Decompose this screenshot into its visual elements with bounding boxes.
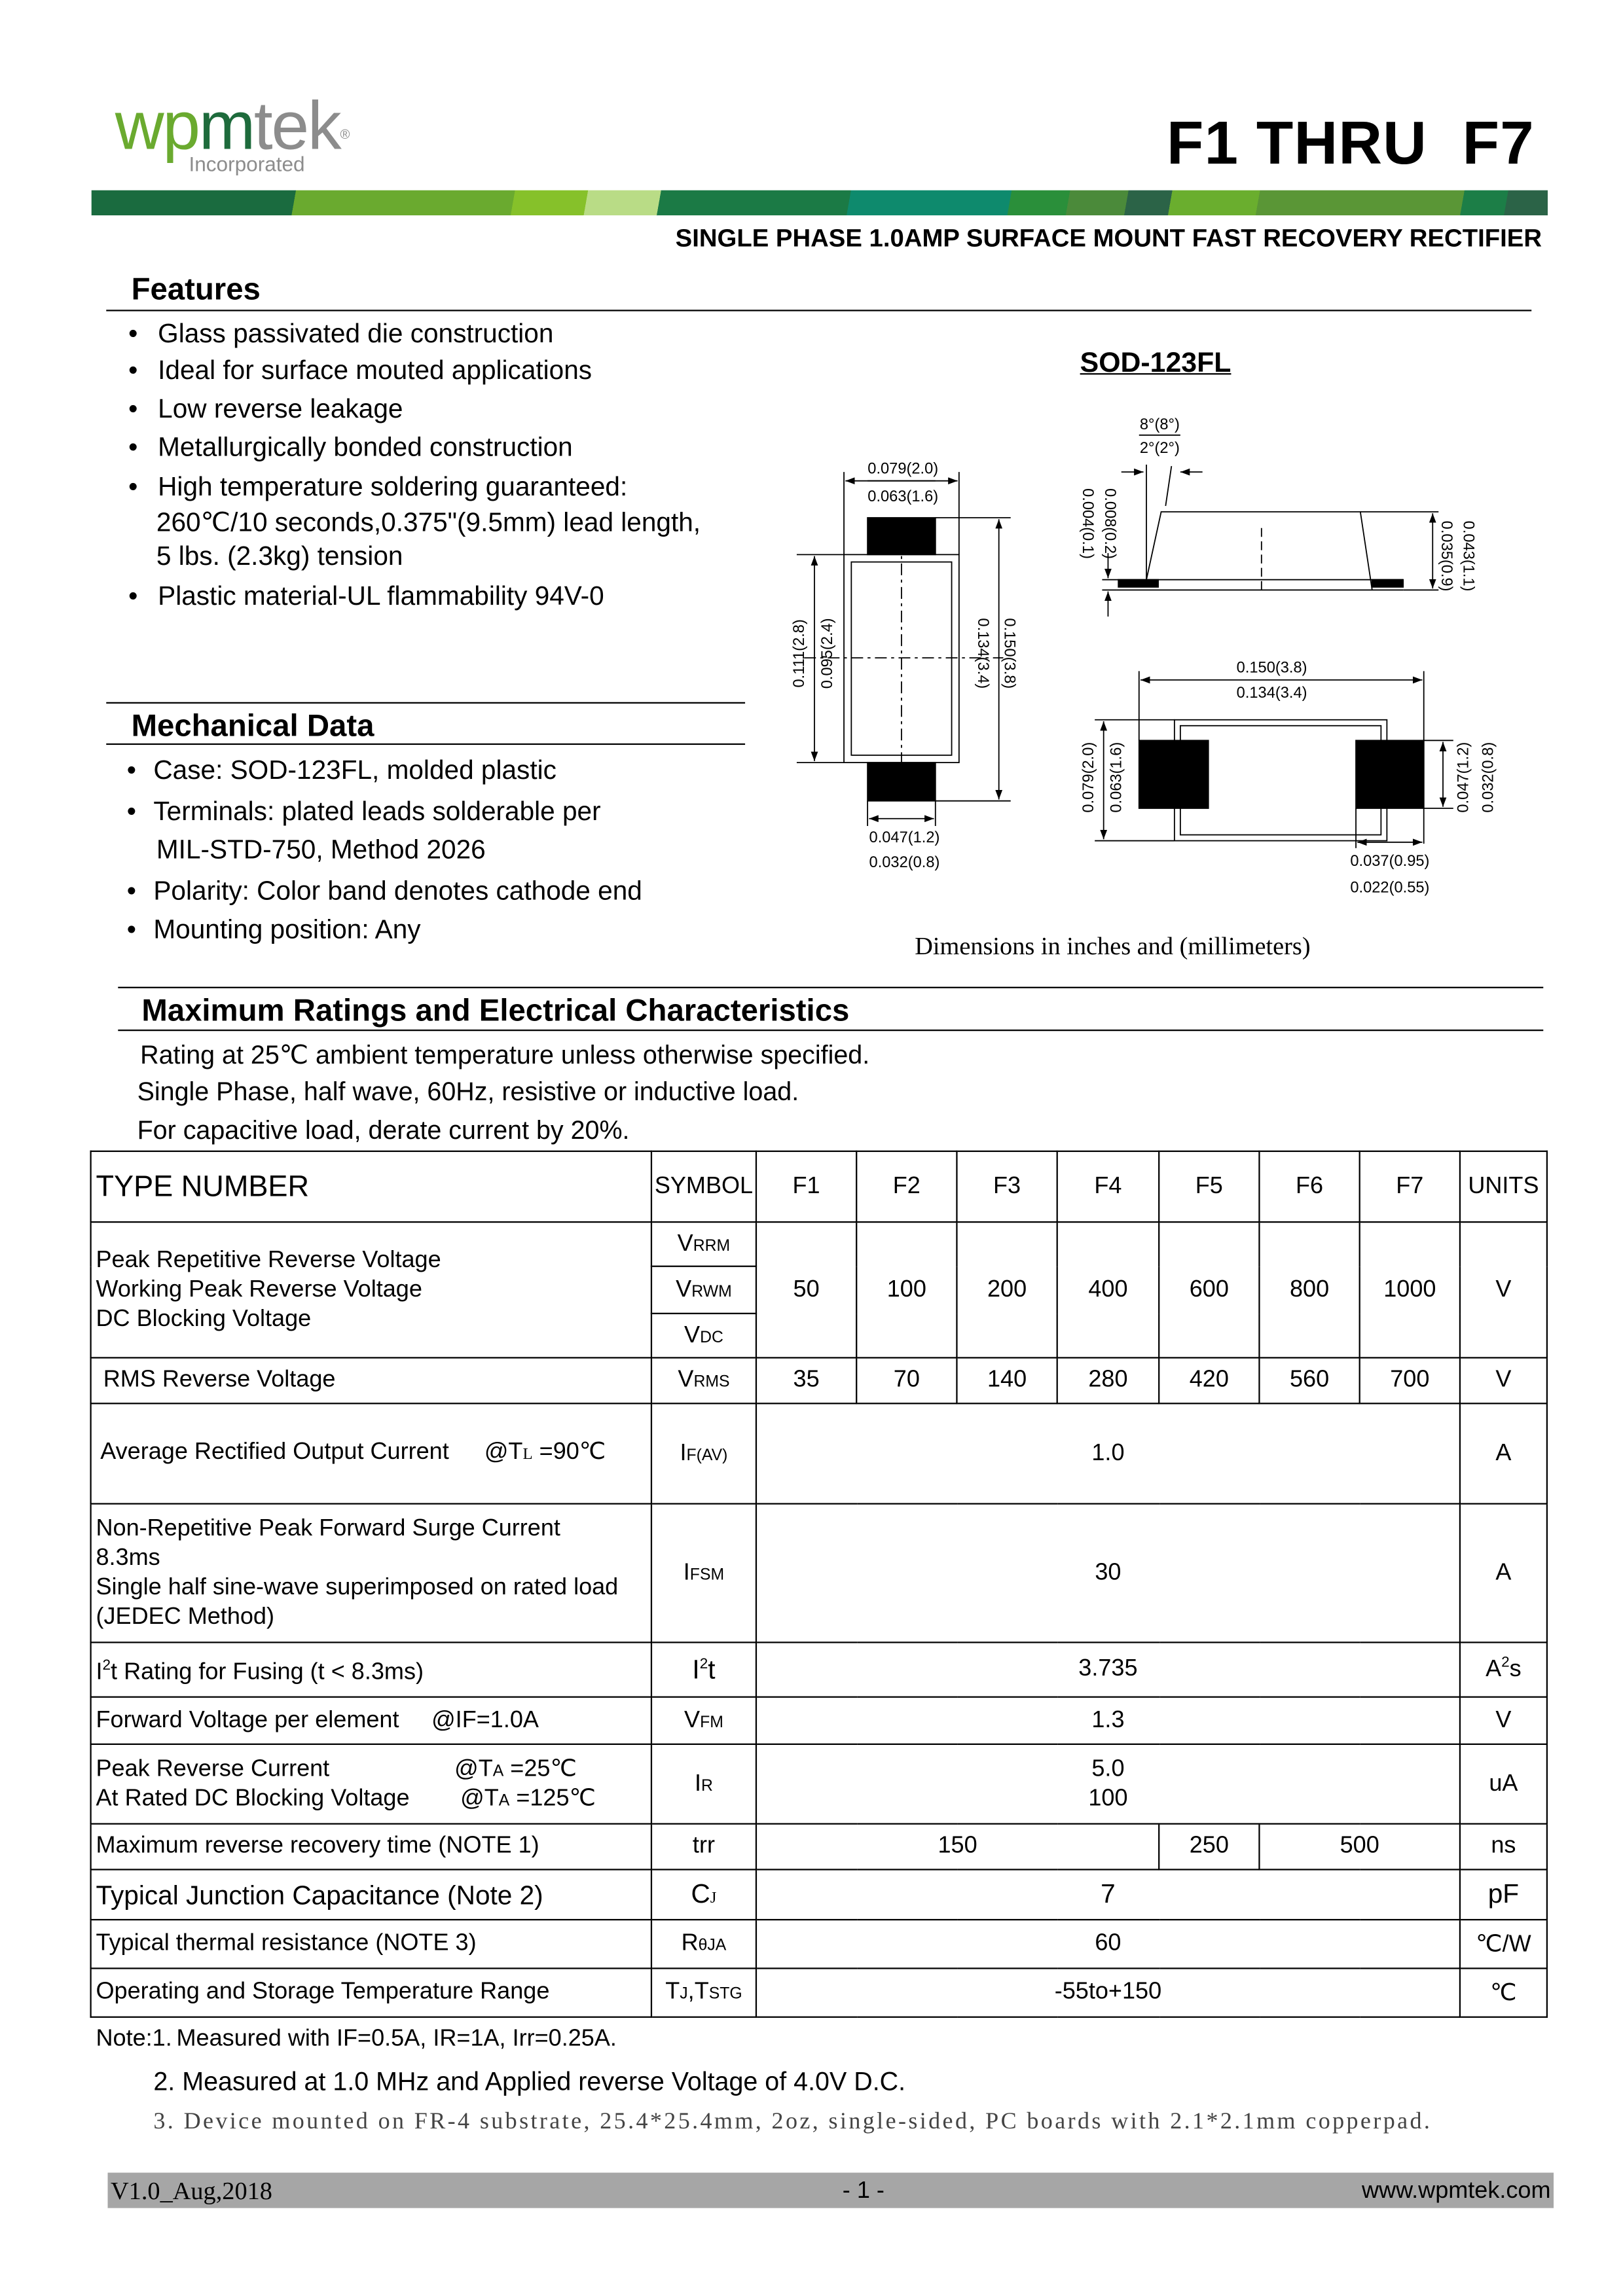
list-item: • Plastic material-UL flammability 94V-0 xyxy=(128,581,604,611)
row-desc: Non-Repetitive Peak Forward Surge Current 8.3ms Single half sine-wave superimposed on rated load (JEDEC Method) xyxy=(91,1504,651,1643)
note-1: Note:1. Measured with IF=0.5A, IR=1A, Irr=0.25A. xyxy=(96,2026,617,2052)
cell-value: 150 xyxy=(756,1824,1159,1870)
cell-value: 35 xyxy=(756,1357,856,1403)
row-symbol: CJ xyxy=(651,1869,756,1920)
cell-value: 30 xyxy=(756,1504,1460,1643)
row-symbol: VDC xyxy=(651,1314,756,1358)
dim-label: 2°(2°) xyxy=(1139,439,1180,457)
row-desc: Typical thermal resistance (NOTE 3) xyxy=(91,1920,651,1968)
cell-value: 50 xyxy=(756,1222,856,1357)
footer-website[interactable]: www.wpmtek.com xyxy=(1362,2178,1551,2204)
row-desc: Average Rectified Output Current @TL =90℃ xyxy=(91,1403,651,1503)
dimensions-note: Dimensions in inches and (millimeters) xyxy=(915,932,1311,961)
dim-label: 8°(8°) xyxy=(1139,416,1180,433)
cell-unit: V xyxy=(1460,1357,1547,1403)
cell-value: 600 xyxy=(1159,1222,1259,1357)
list-item-continuation: MIL-STD-750, Method 2026 xyxy=(156,834,486,865)
cell-unit: ℃ xyxy=(1460,1968,1547,2017)
row-symbol: TJ,TSTG xyxy=(651,1968,756,2017)
ratings-heading: Maximum Ratings and Electrical Characteristics xyxy=(141,994,850,1028)
dim-label: 0.008(0.2) xyxy=(1101,488,1118,559)
list-item: • High temperature soldering guaranteed: xyxy=(128,472,628,502)
cell-value: -55to+150 xyxy=(756,1968,1460,2017)
cell-value: 200 xyxy=(957,1222,1057,1357)
cell-value: 140 xyxy=(957,1357,1057,1403)
header-part: F7 xyxy=(1360,1151,1460,1222)
cell-unit: ℃/W xyxy=(1460,1920,1547,1968)
table-header-row xyxy=(91,1151,1547,1222)
list-item: • Low reverse leakage xyxy=(128,393,403,423)
cell-value: 250 xyxy=(1159,1824,1259,1870)
header-part: F4 xyxy=(1057,1151,1159,1222)
cell-value: 400 xyxy=(1057,1222,1159,1357)
row-desc: Peak Repetitive Reverse Voltage Working Peak Reverse Voltage DC Blocking Voltage xyxy=(91,1222,651,1357)
row-desc: Forward Voltage per element @IF=1.0A xyxy=(91,1697,651,1744)
list-item: • Polarity: Color band denotes cathode end xyxy=(126,876,642,906)
row-desc: $I^2t$ Rating for Fusing (t < 8.3ms) xyxy=(91,1642,651,1696)
dim-label: 0.063(1.6) xyxy=(867,488,939,506)
features-heading: Features xyxy=(131,272,261,307)
cell-value: 5.0 100 xyxy=(756,1744,1460,1824)
table-row xyxy=(91,1824,1547,1870)
list-item: • Mounting position: Any xyxy=(126,914,421,944)
cell-unit: A xyxy=(1460,1504,1547,1643)
dim-label: 0.111(2.8) xyxy=(791,619,809,688)
list-item-continuation: 260℃/10 seconds,0.375"(9.5mm) lead length, xyxy=(156,507,701,537)
footer-page-number: - 1 - xyxy=(842,2178,884,2204)
rating-condition: For capacitive load, derate current by 20%. xyxy=(137,1115,630,1145)
page-title: F1 THRU F7 xyxy=(1167,109,1535,177)
divider xyxy=(118,987,1543,988)
divider xyxy=(118,1030,1543,1031)
cell-value: 1.3 xyxy=(756,1697,1460,1744)
cell-unit: A xyxy=(1460,1403,1547,1503)
header-type-number: TYPE NUMBER xyxy=(91,1151,651,1222)
row-symbol: VRMS xyxy=(651,1357,756,1403)
cell-value: 700 xyxy=(1360,1357,1460,1403)
cell-value: 70 xyxy=(856,1357,957,1403)
table-row xyxy=(91,1222,1547,1266)
logo-subtitle: Incorporated xyxy=(189,152,305,176)
header-symbol: SYMBOL xyxy=(651,1151,756,1222)
header-part: F6 xyxy=(1259,1151,1359,1222)
note-2: 2. Measured at 1.0 MHz and Applied reverse Voltage of 4.0V D.C. xyxy=(153,2066,906,2096)
logo-wp: wp xyxy=(115,86,199,164)
page-subtitle: SINGLE PHASE 1.0AMP SURFACE MOUNT FAST RECOVERY RECTIFIER xyxy=(675,224,1542,253)
header-part: F2 xyxy=(856,1151,957,1222)
table-row xyxy=(91,1869,1547,1920)
note-3: 3. Device mounted on FR-4 substrate, 25.4*25.4mm, 2oz, single-sided, PC boards with 2.1*2.1mm copperpad. xyxy=(153,2109,1432,2134)
row-symbol: VFM xyxy=(651,1697,756,1744)
row-desc: Typical Junction Capacitance (Note 2) xyxy=(91,1869,651,1920)
dim-label: 0.004(0.1) xyxy=(1079,488,1097,559)
dim-label: 0.022(0.55) xyxy=(1350,879,1430,897)
footer-version: V1.0_Aug,2018 xyxy=(111,2177,272,2206)
row-symbol: IFSM xyxy=(651,1504,756,1643)
dim-label: 0.063(1.6) xyxy=(1108,742,1125,813)
cell-value: 560 xyxy=(1259,1357,1359,1403)
row-desc: Operating and Storage Temperature Range xyxy=(91,1968,651,2017)
cell-value: 100 xyxy=(856,1222,957,1357)
dim-label: 0.037(0.95) xyxy=(1350,852,1430,870)
cell-value: 1.0 xyxy=(756,1403,1460,1503)
cell-unit: ns xyxy=(1460,1824,1547,1870)
ratings-table xyxy=(90,1151,1548,2018)
cell-value: 3.735 xyxy=(756,1642,1460,1696)
lead-bottom xyxy=(867,762,936,801)
cell-value: 500 xyxy=(1259,1824,1459,1870)
row-desc: Peak Reverse Current @TA =25℃ At Rated DC Blocking Voltage @TA =125℃ xyxy=(91,1744,651,1824)
footer-bar xyxy=(108,2173,1554,2208)
logo-m: m xyxy=(198,86,254,164)
cell-value: 280 xyxy=(1057,1357,1159,1403)
dim-label: 0.047(1.2) xyxy=(1455,742,1472,813)
header-part: F5 xyxy=(1159,1151,1259,1222)
cell-unit: uA xyxy=(1460,1744,1547,1824)
logo-tek: tek xyxy=(253,86,340,164)
row-symbol: RθJA xyxy=(651,1920,756,1968)
cell-value: 800 xyxy=(1259,1222,1359,1357)
row-symbol: $I^2t$ xyxy=(651,1642,756,1696)
dim-label: 0.032(0.8) xyxy=(869,854,940,872)
dim-label: 0.047(1.2) xyxy=(869,829,940,846)
dim-label: 0.032(0.8) xyxy=(1480,742,1497,813)
row-symbol: VRWM xyxy=(651,1266,756,1314)
cell-unit: pF xyxy=(1460,1869,1547,1920)
list-item: • Case: SOD-123FL, molded plastic xyxy=(126,755,556,785)
cell-unit: $A^2s$ xyxy=(1460,1642,1547,1696)
row-desc: Maximum reverse recovery time (NOTE 1) xyxy=(91,1824,651,1870)
table-row xyxy=(91,1968,1547,2017)
row-symbol: IR xyxy=(651,1744,756,1824)
header-units: UNITS xyxy=(1460,1151,1547,1222)
row-symbol: VRRM xyxy=(651,1222,756,1266)
table-row xyxy=(91,1403,1547,1503)
logo-registered: ® xyxy=(340,126,349,142)
dim-label: 0.079(2.0) xyxy=(1080,742,1097,813)
dim-label: 0.150(3.8) xyxy=(1000,618,1018,689)
cell-unit: V xyxy=(1460,1222,1547,1357)
list-item: • Metallurgically bonded construction xyxy=(128,432,573,462)
header-part: F1 xyxy=(756,1151,856,1222)
cell-value: 1000 xyxy=(1360,1222,1460,1357)
cell-value: 420 xyxy=(1159,1357,1259,1403)
dim-label: 0.035(0.9) xyxy=(1437,520,1455,592)
table-row xyxy=(91,1504,1547,1643)
list-item: • Ideal for surface mouted applications xyxy=(128,355,593,386)
package-dimension-drawing xyxy=(0,0,1623,944)
mechanical-heading: Mechanical Data xyxy=(131,709,374,744)
header-part: F3 xyxy=(957,1151,1057,1222)
dim-label: 0.095(2.4) xyxy=(819,618,837,689)
table-row xyxy=(91,1744,1547,1824)
cell-value: 7 xyxy=(756,1869,1460,1920)
row-symbol: trr xyxy=(651,1824,756,1870)
list-item: • Glass passivated die construction xyxy=(128,318,554,348)
dim-label: 0.043(1.1) xyxy=(1459,520,1477,592)
table-row xyxy=(91,1920,1547,1968)
rating-condition: Single Phase, half wave, 60Hz, resistive or inductive load. xyxy=(137,1077,799,1107)
dim-label: 0.134(3.4) xyxy=(1236,684,1307,702)
package-name: SOD-123FL xyxy=(1080,348,1231,380)
dim-label: 0.150(3.8) xyxy=(1236,659,1307,677)
row-desc: RMS Reverse Voltage xyxy=(91,1357,651,1403)
list-item: • Terminals: plated leads solderable per xyxy=(126,796,601,827)
table-row xyxy=(91,1697,1547,1744)
cell-unit: V xyxy=(1460,1697,1547,1744)
table-row xyxy=(91,1642,1547,1696)
dim-label: 0.134(3.4) xyxy=(974,618,992,689)
dim-label: 0.079(2.0) xyxy=(867,460,939,478)
cell-value: 60 xyxy=(756,1920,1460,1968)
table-row xyxy=(91,1357,1547,1403)
rating-condition: Rating at 25℃ ambient temperature unless otherwise specified. xyxy=(140,1039,870,1069)
list-item-continuation: 5 lbs. (2.3kg) tension xyxy=(156,541,403,571)
row-symbol: IF(AV) xyxy=(651,1403,756,1503)
